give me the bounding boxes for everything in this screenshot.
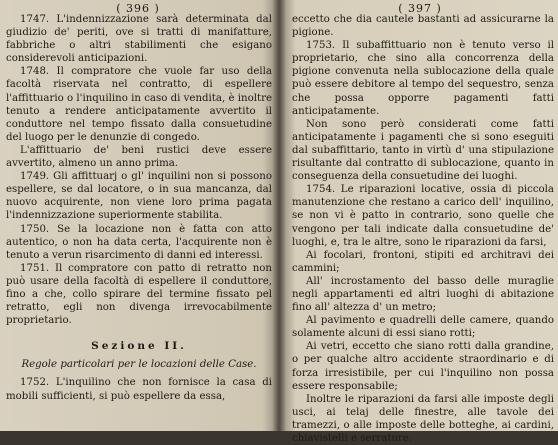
right-page bbox=[282, 0, 558, 444]
left-page bbox=[0, 0, 276, 431]
repair-item: All' incrostamento del basso delle muraglie negli appartamenti ed altri luoghi di abitazione fino all' altezza d' un metro; bbox=[292, 275, 554, 314]
repair-item: Ai vetri, eccetto che siano rotti dalla grandine, o per qualche altro accidente straordinario e di forza irresistibile, per cui l'inquilino non possa essere responsabile; bbox=[292, 341, 554, 392]
repair-item: Inoltre le riparazioni da farsi alle imposte degli usci, ai telaj delle finestre, alle tavole dei tramezzi, o alle imposte delle botteghe, ai cardini, chiavistelli e serrature. bbox=[292, 393, 554, 444]
section-heading: Sezione II. bbox=[91, 340, 187, 353]
repair-item: Al pavimento e quadrelli delle camere, quando solamente alcuni di essi siano rotti; bbox=[292, 315, 554, 340]
repair-item: Ai focolari, frontoni, stipiti ed architravi dei cammini; bbox=[292, 249, 554, 274]
section-subtitle: Regole particolari per le locazioni delle Case. bbox=[21, 359, 257, 371]
article-1752-continued: eccetto che dia cautele bastanti ad assicurarne la pigione. bbox=[292, 14, 554, 39]
article-1748: 1748. Il compratore che vuole far uso della facoltà riservata nel contratto, di espellere l'affittuario o l'inquilino in caso di vendita, è inoltre tenuto a rendere anticipatamente avvertito il conduttore nel tempo fissato dalla consuetudine del luogo per le denunzie di congedo. bbox=[6, 66, 272, 143]
article-1754: 1754. Le riparazioni locative, ossia di piccola manutenzione che restano a carico dell' inquilino, se non vi è patto in contrario, sono quelle che vengono per tali indicate dalla consuetudine de' luoghi, e, tra le altre, sono le riparazioni da farsi, bbox=[292, 184, 554, 248]
right-page-text bbox=[292, 13, 554, 445]
article-1752: 1752. L'inquilino che non fornisce la casa di mobili sufficienti, si può espellere da essa, bbox=[6, 377, 272, 402]
article-1748-note: L'affittuario de' beni rustici deve essere avvertito, almeno un anno prima. bbox=[6, 144, 272, 170]
article-1750: 1750. Se la locazione non è fatta con atto autentico, o non ha data certa, l'acquirente non è tenuto a verun risarcimento di danni ed interessi. bbox=[6, 223, 272, 261]
article-1749: 1749. Gli affittuarj o gl' inquilini non si possono espellere, se dal locatore, o in sua mancanza, dal nuovo acquirente, non viene loro prima pagata l'indennizzazione superiormente stabilita. bbox=[6, 171, 272, 222]
article-1753-note: Non sono però considerati come fatti anticipatamente i pagamenti che si sono eseguiti dal subaffittario, tanto in virtù d' una stipulazione risultante dal contratto di sublocazione, quanto in conseguenza della consuetudine dei luoghi. bbox=[292, 118, 554, 183]
left-page-text bbox=[6, 13, 272, 403]
article-1753: 1753. Il subaffittuario non è tenuto verso il proprietario, che sino alla concorrenza della pigione convenuta nella sublocazione della quale può essere debitore al tempo del sequestro, senza che possa opporre pagamenti fatti anticipatamente. bbox=[292, 40, 554, 117]
left-page-number: ( 396 ) bbox=[116, 2, 160, 15]
article-1747: 1747. L'indennizzazione sarà determinata dal giudizio de' periti, ove si tratti di manifatture, fabbriche o altri stabilimenti che esigano considerevoli anticipazioni. bbox=[6, 14, 272, 65]
right-page-number: ( 397 ) bbox=[398, 2, 442, 15]
article-1751: 1751. Il compratore con patto di retratto non può usare della facoltà di espellere il conduttore, fino a che, collo spirare del termine fissato pel retratto, egli non divenga irrevocabilmente proprietario. bbox=[6, 262, 272, 327]
